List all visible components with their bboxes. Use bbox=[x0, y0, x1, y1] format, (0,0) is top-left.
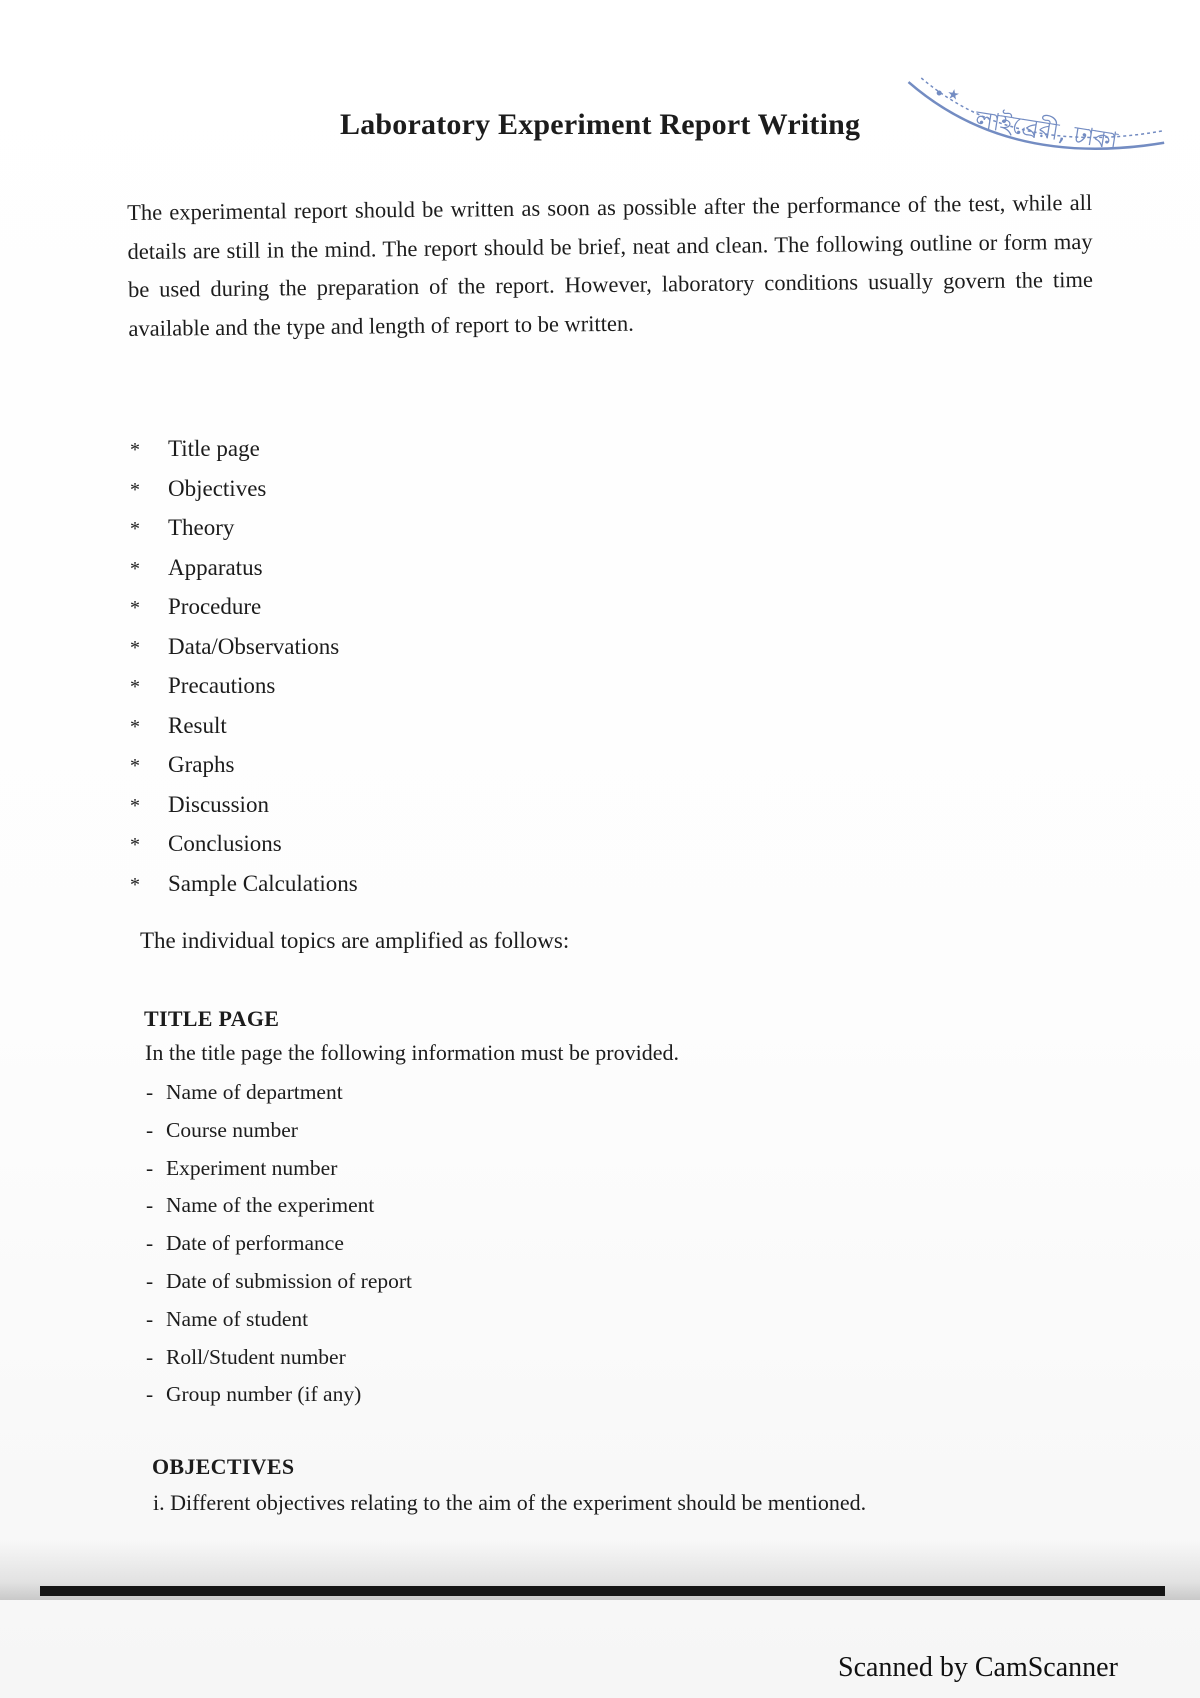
list-item: - Date of submission of report bbox=[146, 1263, 412, 1301]
title-page-heading: TITLE PAGE bbox=[144, 1006, 280, 1031]
dash-bullet: - bbox=[146, 1344, 154, 1369]
outline-item: * Conclusions bbox=[130, 825, 358, 865]
document-title: Laboratory Experiment Report Writing bbox=[340, 108, 861, 141]
outline-item: * Graphs bbox=[130, 746, 358, 786]
asterisk-bullet: * bbox=[130, 715, 140, 738]
asterisk-bullet: * bbox=[130, 557, 140, 580]
amplified-intro: The individual topics are amplified as follows: bbox=[140, 928, 570, 953]
asterisk-bullet: * bbox=[130, 834, 140, 856]
outline-item: * Objectives bbox=[130, 470, 358, 510]
list-item: - Experiment number bbox=[146, 1150, 412, 1188]
outline-item: * Precautions bbox=[130, 667, 358, 707]
list-item: - Name of the experiment bbox=[146, 1187, 412, 1225]
list-item: - Group number (if any) bbox=[146, 1376, 412, 1414]
asterisk-bullet: * bbox=[130, 794, 140, 817]
outline-item: * Result bbox=[130, 707, 358, 747]
outline-item: * Sample Calculations bbox=[130, 865, 358, 905]
objective-item bbox=[153, 1490, 866, 1516]
dash-bullet: - bbox=[146, 1155, 154, 1180]
list-item: - Name of student bbox=[146, 1301, 412, 1339]
outline-item: * Data/Observations bbox=[130, 628, 358, 668]
dash-bullet: - bbox=[146, 1306, 154, 1331]
page-bottom-edge bbox=[40, 1586, 1165, 1596]
dash-bullet: - bbox=[146, 1382, 154, 1407]
dash-bullet: - bbox=[146, 1231, 154, 1256]
objective-text: Different objectives relating to the aim of the experiment should be mentioned. bbox=[170, 1490, 867, 1515]
dash-bullet: - bbox=[146, 1193, 154, 1218]
scanner-watermark: Scanned by CamScanner bbox=[838, 1652, 1118, 1683]
asterisk-bullet: * bbox=[130, 597, 140, 619]
asterisk-bullet: * bbox=[130, 873, 140, 896]
asterisk-bullet: * bbox=[130, 676, 140, 698]
asterisk-bullet: * bbox=[130, 518, 140, 540]
list-item: - Date of performance bbox=[146, 1225, 412, 1263]
objectives-heading: OBJECTIVES bbox=[152, 1454, 295, 1479]
intro-paragraph: The experimental report should be written as soon as possible after the performance of the test, while all details are still in the mind. The report should be brief, neat and clean. The following outline or form may be used during the preparation of the report. However, laboratory conditions usually govern the time available and the type and length of report to be written. bbox=[127, 189, 1094, 341]
outline-item: * Theory bbox=[130, 509, 358, 549]
objective-marker: i. bbox=[153, 1490, 165, 1515]
asterisk-bullet: * bbox=[130, 755, 140, 777]
report-outline-list bbox=[130, 430, 358, 904]
outline-item: * Title page bbox=[130, 430, 358, 470]
list-item: - Name of department bbox=[146, 1074, 412, 1112]
asterisk-bullet: * bbox=[130, 478, 140, 501]
title-page-items bbox=[146, 1074, 412, 1414]
library-stamp bbox=[891, 71, 1174, 183]
list-item: - Roll/Student number bbox=[146, 1339, 412, 1377]
dash-bullet: - bbox=[146, 1080, 154, 1104]
asterisk-bullet: * bbox=[130, 636, 140, 659]
outline-item: * Discussion bbox=[130, 786, 358, 826]
dash-bullet: - bbox=[146, 1268, 154, 1293]
dash-bullet: - bbox=[146, 1117, 154, 1142]
outline-item: * Procedure bbox=[130, 588, 358, 628]
svg-text:★: ★ bbox=[945, 86, 961, 105]
title-page-intro: In the title page the following information must be provided. bbox=[145, 1040, 679, 1065]
asterisk-bullet: * bbox=[130, 439, 140, 461]
outline-item: * Apparatus bbox=[130, 549, 358, 589]
list-item: - Course number bbox=[146, 1112, 412, 1150]
stamp-text: লাইব্রেরী, ঢাকা bbox=[973, 105, 1120, 156]
